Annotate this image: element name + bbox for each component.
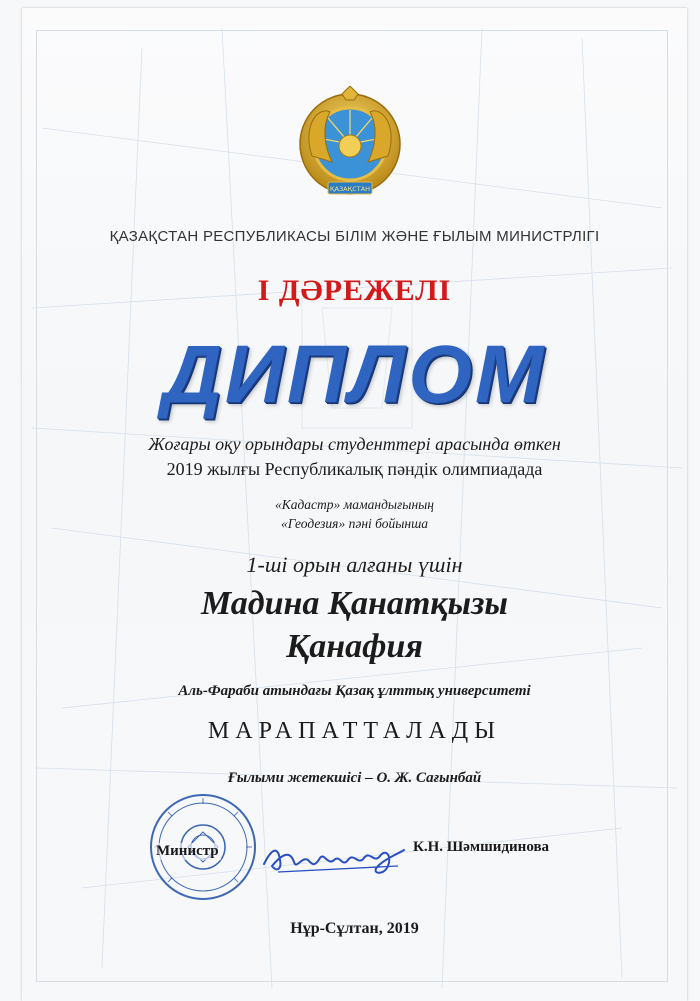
olympiad-line-2: 2019 жылғы Республикалық пәндік олимпиадада bbox=[166, 459, 543, 479]
ministry-title: ҚАЗАҚСТАН РЕСПУБЛИКАСЫ БІЛІМ ЖӘНЕ ҒЫЛЫМ МИНИСТРЛІГІ bbox=[109, 228, 600, 245]
city-year: Нұр-Сұлтан, 2019 bbox=[290, 920, 419, 937]
degree-title: І ДӘРЕЖЕЛІ bbox=[257, 274, 452, 307]
place-text: 1-ші орын алғаны үшін bbox=[246, 552, 463, 577]
recipient-name-line-2: Қанафия bbox=[286, 628, 423, 665]
state-emblem-icon bbox=[298, 86, 402, 210]
emblem-inscription: ҚАЗАҚСТАН bbox=[329, 185, 371, 193]
minister-label: Министр bbox=[156, 843, 219, 859]
subject-line: «Геодезия» пәні бойынша bbox=[280, 516, 429, 531]
supervisor-text: Ғылыми жетекшісі – О. Ж. Сағынбай bbox=[227, 770, 482, 786]
minister-name: К.Н. Шәмшидинова bbox=[413, 839, 550, 855]
specialty-line: «Кадастр» мамандығының bbox=[274, 497, 434, 512]
minister-signature bbox=[258, 826, 408, 886]
olympiad-line-1: Жоғары оқу орындары студенттері арасында өткен bbox=[148, 434, 561, 454]
university-name: Аль-Фараби атындағы Қазақ ұлттық университеті bbox=[178, 683, 531, 699]
awarded-text: МАРАПАТТАЛАДЫ bbox=[207, 718, 502, 744]
recipient-name-line-1: Мадина Қанатқызы bbox=[201, 585, 508, 622]
diploma-title: ДИПЛОМ bbox=[162, 329, 547, 420]
